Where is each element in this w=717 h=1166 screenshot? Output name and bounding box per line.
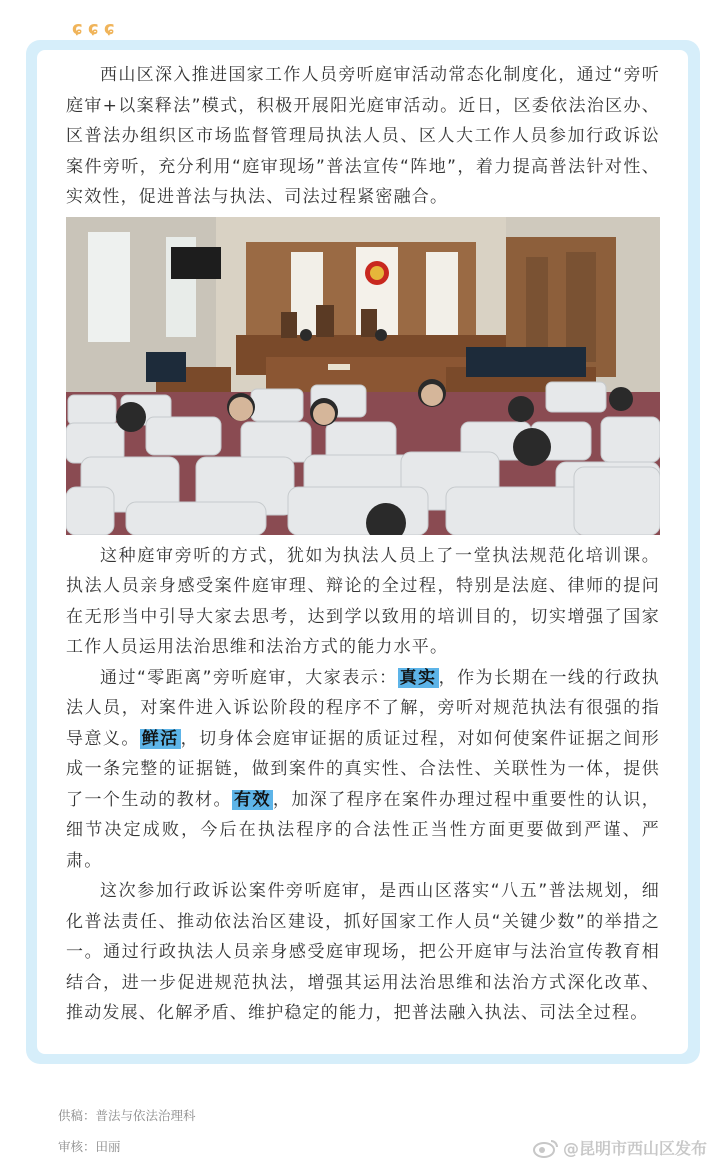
quote-dot-icon: ɕ: [104, 18, 115, 39]
reviewer-credit: 审核：田丽: [58, 1139, 121, 1154]
highlight-effective: 有效: [234, 789, 271, 810]
contributor-credit: 供稿：普法与依法治理科: [58, 1108, 196, 1123]
courtroom-photo: [66, 217, 660, 535]
article-body: [66, 60, 660, 1029]
paragraph-conclusion: 这次参加行政诉讼案件旁听庭审，是西山区落实“八五”普法规划，细化普法责任、推动依法治区建设，抓好国家工作人员“关键少数”的举措之一。通过行政执法人员亲身感受庭审现场，把公开庭审与法治宣传教育相结合，进一步促进规范执法，增强其运用法治思维和法治方式深化改革、推动发展、化解矛盾、维护稳定的能力，把普法融入执法、司法全过程。: [66, 881, 660, 1023]
quote-dot-icon: ɕ: [88, 18, 99, 39]
feedback-text-3: ，加深了程序在案件办理过程中重要性的认识，细节决定成败，今后在执法程序的合法性正当性方面更要做到严谨、严肃。: [66, 789, 660, 871]
weibo-watermark: [533, 1136, 707, 1159]
feedback-text-2: ，切身体会庭审证据的质证过程，对如何使案件证据之间形成一条完整的证据链，做到案件的真实性、合法性、关联性为一体，提供了一个生动的教材。: [66, 728, 660, 810]
weibo-icon: [533, 1138, 559, 1158]
highlight-realistic: 真实: [399, 667, 437, 688]
decorative-quote-dots: [72, 18, 115, 39]
paragraph-training: 这种庭审旁听的方式，犹如为执法人员上了一堂执法规范化培训课。执法人员亲身感受案件庭审理、辩论的全过程，特别是法庭、律师的提问在无形当中引导大家去思考，达到学以致用的培训目的，切实增强了国家工作人员运用法治思维和法治方式的能力水平。: [66, 545, 660, 657]
feedback-text-1: ，作为长期在一线的行政执法人员，对案件进入诉讼阶段的程序不了解，旁听对规范执法有很强的指导意义。: [66, 667, 661, 749]
highlight-vivid: 鲜活: [141, 728, 179, 749]
paragraph-feedback: [66, 663, 660, 877]
paragraph-intro: 西山区深入推进国家工作人员旁听庭审活动常态化制度化，通过“旁听庭审+以案释法”模式，积极开展阳光庭审活动。近日，区委依法治区办、区普法办组织区市场监督管理局执法人员、区人大工作人员参加行政诉讼案件旁听，充分利用“庭审现场”普法宣传“阵地”，着力提高普法针对性、实效性，促进普法与执法、司法过程紧密融合。: [66, 65, 660, 207]
watermark-text: @昆明市西山区发布: [562, 1139, 707, 1158]
feedback-lead: 通过“零距离”旁听庭审，大家表示：: [100, 667, 398, 688]
quote-dot-icon: ɕ: [72, 18, 83, 39]
